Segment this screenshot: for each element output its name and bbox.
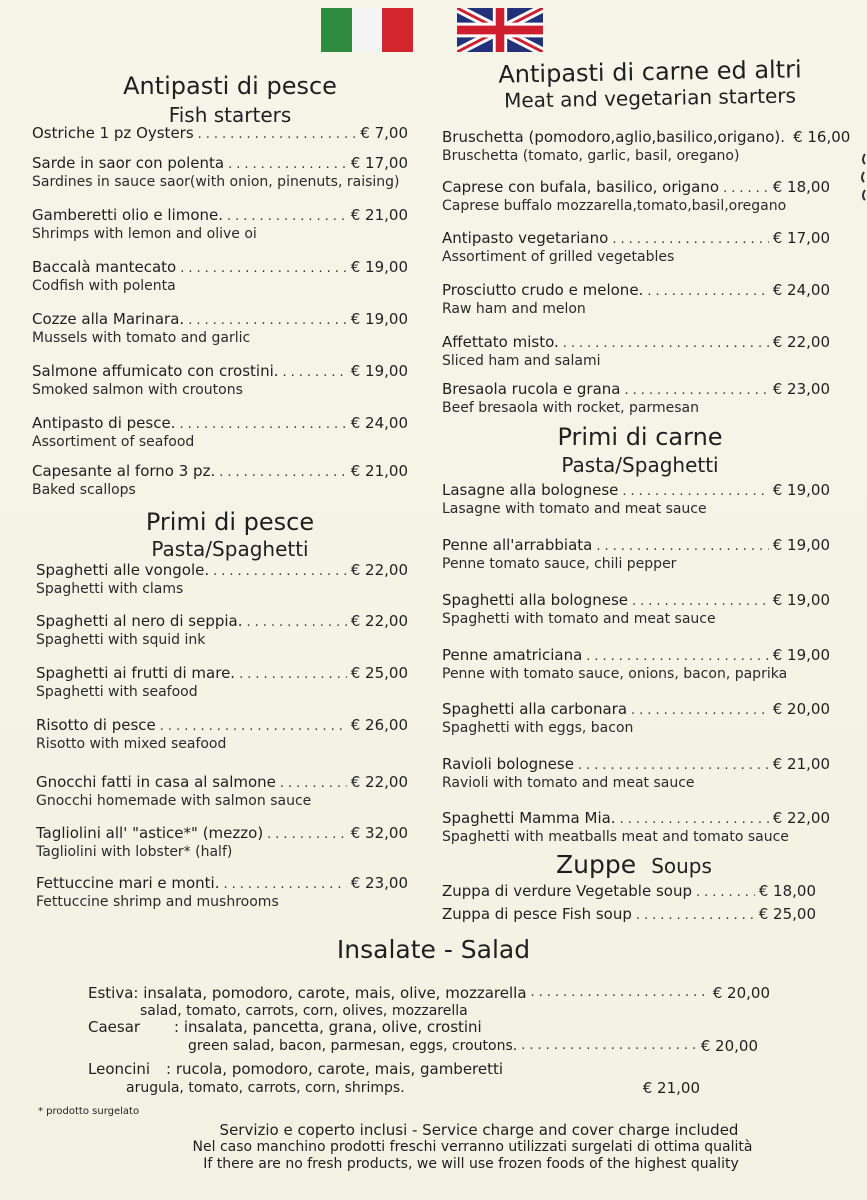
leader-dots — [696, 884, 755, 902]
menu-item[interactable] — [36, 561, 408, 598]
leader-dots — [620, 811, 769, 829]
menu-item-name: Spaghetti ai frutti di mare. — [36, 664, 236, 682]
menu-item[interactable] — [442, 481, 830, 518]
menu-item-name: Penne amatriciana — [442, 646, 583, 664]
menu-item[interactable] — [442, 700, 830, 737]
leader-dots — [563, 335, 769, 353]
leader-dots — [280, 775, 347, 793]
menu-item-row — [36, 824, 408, 844]
fresh-note-it: Nel caso manchino prodotti freschi verranno utilizzati surgelati di ottima qualità — [192, 1139, 753, 1155]
menu-item-name: Bresaola rucola e grana — [442, 380, 621, 398]
menu-item[interactable] — [36, 612, 408, 649]
menu-item-price: € 24,00 — [772, 281, 830, 299]
menu-item-english: Ravioli with tomato and meat sauce — [442, 775, 695, 791]
menu-item-price: € 17,00 — [350, 154, 408, 172]
menu-item-row — [36, 773, 408, 793]
menu-item-name: Baccalà mantecato — [32, 258, 177, 276]
menu-item-price: € 17,00 — [772, 229, 830, 247]
menu-item-row — [36, 612, 408, 632]
menu-item-name: Gamberetti olio e limone. — [32, 206, 224, 224]
menu-item[interactable] — [32, 414, 408, 451]
menu-item-name: Ostriche 1 pz Oysters — [32, 124, 194, 142]
menu-item-name: Salmone affumicato con crostini. — [32, 362, 279, 380]
menu-item-row — [442, 481, 830, 501]
menu-item-row — [442, 229, 830, 249]
menu-item-row — [442, 536, 830, 556]
menu-item[interactable] — [442, 229, 830, 266]
fish-pasta-title: Primi di pesce — [145, 508, 315, 536]
menu-item-name: Spaghetti al nero di seppia. — [36, 612, 243, 630]
salad-estiva[interactable] — [88, 984, 770, 1002]
menu-item-name: Cozze alla Marinara. — [32, 310, 185, 328]
menu-item-english: Spaghetti with tomato and meat sauce — [442, 611, 716, 627]
leader-dots — [578, 757, 769, 775]
menu-item-english: Fettuccine shrimp and mushrooms — [36, 894, 279, 910]
menu-item-english: Penne with tomato sauce, onions, bacon, paprika — [442, 666, 788, 682]
menu-item-price: € 26,00 — [350, 716, 408, 734]
menu-item-row — [32, 414, 408, 434]
salad-ingredients-en: green salad, bacon, parmesan, eggs, croutons. — [188, 1038, 518, 1054]
menu-item-row — [442, 281, 830, 301]
menu-item-name: Capesante al forno 3 pz. — [32, 462, 216, 480]
menu-item-price: € 7,00 — [360, 124, 408, 142]
menu-item[interactable] — [36, 773, 408, 810]
menu-item-row — [32, 124, 408, 144]
uk-flag-icon[interactable] — [457, 8, 543, 52]
leader-dots — [596, 538, 768, 556]
menu-item-name: Sarde in saor con polenta — [32, 154, 225, 172]
menu-item-name: Lasagne alla bolognese — [442, 481, 619, 499]
menu-item-price: € 22,00 — [350, 773, 408, 791]
menu-item-row — [442, 882, 816, 902]
menu-item-english: Sliced ham and salami — [442, 353, 601, 369]
menu-item-english: Spaghetti with eggs, bacon — [442, 720, 634, 736]
menu-item-english: Assortiment of grilled vegetables — [442, 249, 675, 265]
menu-item-price: € 19,00 — [772, 646, 830, 664]
menu-item-price: € 21,00 — [350, 206, 408, 224]
leader-dots — [632, 593, 769, 611]
menu-item-name: Risotto di pesce — [36, 716, 156, 734]
menu-item-price: € 19,00 — [772, 481, 830, 499]
menu-item-price: € 32,00 — [350, 824, 408, 842]
menu-item-english: Mussels with tomato and garlic — [32, 330, 251, 346]
menu-item-english: Tagliolini with lobster* (half) — [36, 844, 233, 860]
menu-item-row — [442, 700, 830, 720]
menu-item-row — [442, 380, 830, 400]
menu-item-row — [32, 154, 408, 174]
soups-heading — [556, 850, 712, 879]
leader-dots — [198, 126, 357, 144]
menu-item-row — [36, 874, 408, 894]
leader-dots — [636, 907, 755, 925]
meat-starters-title: Antipasti di carne ed altri — [498, 55, 802, 89]
menu-item[interactable] — [442, 178, 830, 215]
menu-item[interactable] — [442, 591, 830, 628]
menu-item-name: Fettuccine mari e monti. — [36, 874, 220, 892]
menu-item-name: Zuppa di pesce Fish soup — [442, 905, 632, 923]
menu-item-english: Bruschetta (tomato, garlic, basil, oregano) — [442, 148, 740, 164]
leader-dots — [647, 283, 768, 301]
menu-item-row — [442, 178, 830, 198]
menu-item-row — [32, 310, 408, 330]
salad-price: € 20,00 — [712, 984, 770, 1002]
salad-ingredients-en: arugula, tomato, carrots, corn, shrimps. — [126, 1080, 405, 1096]
menu-item-english: Gnocchi homemade with salmon sauce — [36, 793, 312, 809]
italian-flag-icon[interactable] — [321, 8, 413, 52]
menu-item[interactable] — [32, 258, 408, 295]
leader-dots — [723, 180, 769, 198]
menu-item[interactable] — [36, 824, 408, 861]
meat-starters-subtitle: Meat and vegetarian starters — [503, 83, 797, 113]
menu-item-price: € 23,00 — [350, 874, 408, 892]
menu-item-english: Shrimps with lemon and olive oi — [32, 226, 257, 242]
leader-dots — [227, 208, 347, 226]
menu-item-row — [32, 258, 408, 278]
menu-item-price: € 25,00 — [350, 664, 408, 682]
menu-item-english: Caprese buffalo mozzarella,tomato,basil,oregano — [442, 198, 787, 214]
fish-pasta-subtitle: Pasta/Spaghetti — [151, 537, 309, 561]
salad-ingredients-it: : insalata, pancetta, grana, olive, crostini — [174, 1018, 482, 1036]
menu-item[interactable] — [442, 882, 816, 902]
menu-item-name: Ravioli bolognese — [442, 755, 574, 773]
menu-item[interactable] — [442, 646, 830, 683]
menu-item-name: Affettato misto. — [442, 333, 559, 351]
menu-item-english: Lasagne with tomato and meat sauce — [442, 501, 707, 517]
menu-item-price: € 25,00 — [758, 905, 816, 923]
menu-item-name: Caprese con bufala, basilico, origano — [442, 178, 720, 196]
menu-item-row — [442, 809, 830, 829]
menu-item-english: Assortiment of seafood — [32, 434, 195, 450]
menu-item-english: Penne tomato sauce, chili pepper — [442, 556, 677, 572]
menu-item-price: € 16,00 — [793, 128, 851, 146]
menu-item-english: Codfish with polenta — [32, 278, 176, 294]
salad-estiva-en: salad, tomato, carrots, corn, olives, mozzarella — [140, 1003, 468, 1019]
menu-item-price: € 22,00 — [772, 333, 830, 351]
menu-item-row — [442, 128, 851, 148]
menu-item-name: Penne all'arrabbiata — [442, 536, 593, 554]
menu-item[interactable] — [442, 809, 830, 846]
leader-dots — [219, 464, 347, 482]
leader-dots — [179, 416, 346, 434]
salads-title: Insalate - Salad — [336, 935, 531, 964]
menu-item-price: € 24,00 — [350, 414, 408, 432]
menu-item-name: Bruschetta (pomodoro,aglio,basilico,origano). — [442, 128, 786, 146]
menu-item[interactable] — [32, 124, 408, 144]
leader-dots — [267, 826, 347, 844]
menu-item-price: € 22,00 — [350, 612, 408, 630]
menu-item-price: € 18,00 — [758, 882, 816, 900]
leader-dots — [224, 876, 347, 894]
soups-title: Zuppe — [556, 850, 637, 879]
salad-price: € 20,00 — [700, 1037, 758, 1055]
menu-item-english: Baked scallops — [32, 482, 136, 498]
leader-dots — [180, 260, 347, 278]
menu-item[interactable] — [32, 206, 408, 243]
menu-item-price: € 20,00 — [772, 700, 830, 718]
menu-item-row — [442, 905, 816, 925]
leader-dots — [160, 718, 347, 736]
menu-item[interactable] — [32, 362, 408, 399]
menu-item-english: Beef bresaola with rocket, parmesan — [442, 400, 699, 416]
menu-item[interactable] — [36, 716, 408, 753]
menu-item[interactable] — [32, 462, 408, 499]
leader-dots — [283, 364, 347, 382]
menu-item-price: € 19,00 — [350, 310, 408, 328]
menu-item-name: Spaghetti alla bolognese — [442, 591, 629, 609]
menu-item[interactable] — [442, 380, 830, 417]
leader-dots — [213, 563, 347, 581]
menu-item-price: € 19,00 — [350, 362, 408, 380]
menu-item-name: Antipasto vegetariano — [442, 229, 609, 247]
menu-item-price: € 19,00 — [772, 536, 830, 554]
menu-item-name: Antipasto di pesce. — [32, 414, 176, 432]
fish-starters-title: Antipasti di pesce — [123, 72, 337, 100]
fish-starters-subtitle: Fish starters — [168, 103, 292, 127]
menu-item-english: Spaghetti with meatballs meat and tomato sauce — [442, 829, 789, 845]
menu-item-row — [36, 716, 408, 736]
frozen-note: * prodotto surgelato — [38, 1106, 140, 1117]
meat-pasta-title: Primi di carne — [557, 423, 723, 451]
menu-item-name: Spaghetti alle vongole. — [36, 561, 210, 579]
menu-item-name: Spaghetti alla carbonara — [442, 700, 628, 718]
leader-dots — [624, 382, 768, 400]
menu-item-price: € 23,00 — [772, 380, 830, 398]
menu-item-row — [442, 755, 830, 775]
menu-item-name: Gnocchi fatti in casa al salmone — [36, 773, 276, 791]
salad-ingredients-it: : rucola, pomodoro, carote, mais, gamberetti — [166, 1060, 504, 1078]
menu-item-price: € 22,00 — [350, 561, 408, 579]
menu-item-price: € 19,00 — [350, 258, 408, 276]
menu-item-name: Spaghetti Mamma Mia. — [442, 809, 616, 827]
menu-item-english: Risotto with mixed seafood — [36, 736, 227, 752]
menu-item-row — [442, 646, 830, 666]
salad-name: Caesar — [88, 1018, 141, 1036]
salad-leoncini-en-row — [126, 1079, 700, 1097]
page-edge-marks — [857, 150, 867, 210]
salad-caesar-en-row — [188, 1037, 758, 1055]
menu-item[interactable] — [442, 333, 830, 370]
leader-dots — [239, 666, 347, 684]
menu-item-english: Spaghetti with seafood — [36, 684, 198, 700]
leader-dots — [247, 614, 347, 632]
leader-dots — [622, 483, 768, 501]
menu-item[interactable] — [442, 905, 816, 925]
menu-item-english: Smoked salmon with croutons — [32, 382, 243, 398]
salad-name: Estiva — [88, 984, 134, 1002]
menu-item[interactable] — [442, 536, 830, 573]
menu-item-price: € 22,00 — [772, 809, 830, 827]
menu-item-price: € 19,00 — [772, 591, 830, 609]
menu-item-name: Tagliolini all' "astice*" (mezzo) — [36, 824, 264, 842]
menu-item-name: Zuppa di verdure Vegetable soup — [442, 882, 692, 900]
leader-dots — [188, 312, 347, 330]
menu-item-price: € 21,00 — [350, 462, 408, 480]
menu-item[interactable] — [442, 128, 851, 165]
salad-caesar[interactable] — [88, 1018, 482, 1036]
meat-pasta-subtitle: Pasta/Spaghetti — [561, 453, 719, 477]
menu-item-row — [32, 462, 408, 482]
menu-item-price: € 21,00 — [772, 755, 830, 773]
menu-item-row — [442, 591, 830, 611]
menu-item[interactable] — [36, 874, 408, 911]
fresh-note-en: If there are no fresh products, we will use frozen foods of the highest quality — [203, 1156, 739, 1172]
menu-item-name: Prosciutto crudo e melone. — [442, 281, 644, 299]
leader-dots — [612, 231, 768, 249]
salad-leoncini[interactable] — [88, 1060, 503, 1078]
menu-item-english: Spaghetti with clams — [36, 581, 184, 597]
menu-item-english: Raw ham and melon — [442, 301, 586, 317]
soups-subtitle: Soups — [651, 854, 712, 878]
menu-item-price: € 18,00 — [772, 178, 830, 196]
menu-item-row — [32, 362, 408, 382]
menu-item-row — [442, 333, 830, 353]
leader-dots — [586, 648, 768, 666]
menu-item-english: Spaghetti with squid ink — [36, 632, 206, 648]
menu-item[interactable] — [442, 281, 830, 318]
menu-item-row — [36, 664, 408, 684]
salad-ingredients-it: : insalata, pomodoro, carote, mais, olive, mozzarella — [133, 984, 527, 1002]
menu-item-english: Sardines in sauce saor(with onion, pinenuts, raising) — [32, 174, 400, 190]
salad-price: € 21,00 — [642, 1079, 700, 1097]
menu-item[interactable] — [32, 310, 408, 347]
menu-item[interactable] — [32, 154, 408, 191]
menu-item[interactable] — [36, 664, 408, 701]
menu-item-row — [36, 561, 408, 581]
service-note: Servizio e coperto inclusi - Service charge and cover charge included — [219, 1121, 739, 1139]
menu-item[interactable] — [442, 755, 830, 792]
leader-dots — [228, 156, 347, 174]
salad-name: Leoncini — [88, 1060, 151, 1078]
leader-dots — [631, 702, 769, 720]
menu-item-row — [32, 206, 408, 226]
